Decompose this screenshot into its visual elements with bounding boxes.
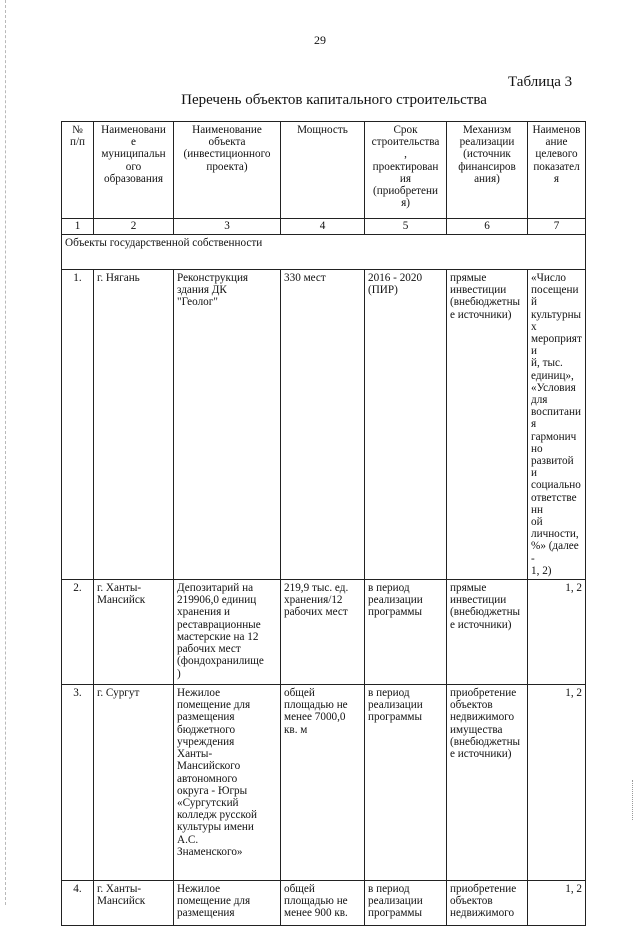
row-indicator: 1, 2 xyxy=(528,580,586,685)
table-label: Таблица 3 xyxy=(508,74,573,90)
row-municipality: г. Сургут xyxy=(94,685,174,881)
left-margin-line xyxy=(5,0,6,905)
row-mechanism: прямые инвестиции (внебюджетны е источники) xyxy=(447,580,528,685)
column-number: 2 xyxy=(94,219,174,235)
row-object: Нежилое помещение для размещения бюджетного учреждения Ханты- Мансийского автономного округа - Югры «Сургутский колледж русской культуры имени А.С. Знаменского» xyxy=(174,685,281,881)
column-number: 4 xyxy=(281,219,365,235)
row-num: 2. xyxy=(62,580,94,685)
table-row xyxy=(62,685,586,881)
row-object: Реконструкция здания ДК "Геолог" xyxy=(174,270,281,580)
row-num: 4. xyxy=(62,881,94,926)
header-cell-num: № п/п xyxy=(62,122,94,219)
row-term: в период реализации программы xyxy=(365,580,447,685)
row-mechanism: прямые инвестиции (внебюджетны е источники) xyxy=(447,270,528,580)
row-indicator: 1, 2 xyxy=(528,881,586,926)
column-number: 5 xyxy=(365,219,447,235)
row-term: в период реализации программы xyxy=(365,685,447,881)
header-cell-capacity: Мощность xyxy=(281,122,365,219)
row-indicator: 1, 2 xyxy=(528,685,586,881)
row-capacity: общей площадью не менее 7000,0 кв. м xyxy=(281,685,365,881)
row-num: 1. xyxy=(62,270,94,580)
capital-construction-table xyxy=(61,121,586,926)
row-municipality: г. Ханты- Мансийск xyxy=(94,580,174,685)
row-capacity: 219,9 тыс. ед. хранения/12 рабочих мест xyxy=(281,580,365,685)
row-object: Нежилое помещение для размещения xyxy=(174,881,281,926)
header-cell-object: Наименование объекта (инвестиционного проекта) xyxy=(174,122,281,219)
row-mechanism: приобретение объектов недвижимого имущества (внебюджетны е источники) xyxy=(447,685,528,881)
section-row xyxy=(62,235,586,270)
row-mechanism: приобретение объектов недвижимого xyxy=(447,881,528,926)
header-cell-municipality: Наименовани е муниципальн ого образования xyxy=(94,122,174,219)
table-row xyxy=(62,270,586,580)
row-term: 2016 - 2020 (ПИР) xyxy=(365,270,447,580)
row-capacity: 330 мест xyxy=(281,270,365,580)
document-title: Перечень объектов капитального строительства xyxy=(181,92,487,108)
table-row xyxy=(62,881,586,926)
row-capacity: общей площадью не менее 900 кв. xyxy=(281,881,365,926)
row-term: в период реализации программы xyxy=(365,881,447,926)
column-number-row xyxy=(62,219,586,235)
header-cell-mechanism: Механизм реализации (источник финансиров ания) xyxy=(447,122,528,219)
row-object: Депозитарий на 219906,0 единиц хранения и реставрационные мастерские на 12 рабочих мест (фондохранилище ) xyxy=(174,580,281,685)
header-row xyxy=(62,122,586,219)
page-number: 29 xyxy=(314,33,326,47)
column-number: 7 xyxy=(528,219,586,235)
row-municipality: г. Нягань xyxy=(94,270,174,580)
row-municipality: г. Ханты- Мансийск xyxy=(94,881,174,926)
column-number: 3 xyxy=(174,219,281,235)
table-row xyxy=(62,580,586,685)
row-indicator: «Число посещений культурных мероприяти й, тыс. единиц», «Условия для воспитания гармонично развитой и социально ответственн ой личности, %» (далее - 1, 2) xyxy=(528,270,586,580)
row-num: 3. xyxy=(62,685,94,881)
section-title: Объекты государственной собственности xyxy=(62,235,586,270)
column-number: 1 xyxy=(62,219,94,235)
right-margin-mark xyxy=(632,780,636,820)
header-cell-indicator: Наименование целевого показателя xyxy=(528,122,586,219)
column-number: 6 xyxy=(447,219,528,235)
header-cell-term: Срок строительства , проектирован ия (приобретени я) xyxy=(365,122,447,219)
